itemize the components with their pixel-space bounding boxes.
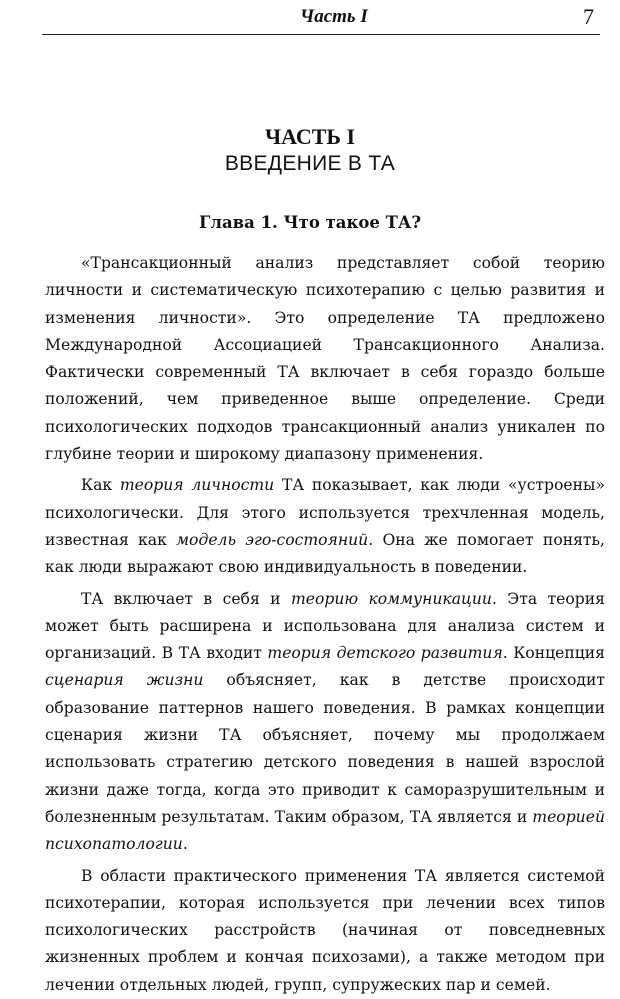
page-number: 7: [583, 4, 594, 29]
paragraph-3: [45, 586, 605, 859]
chapter-title: Глава 1. Что такое ТА?: [198, 213, 422, 232]
term-psychopathology-theory: теорией психопатологии: [45, 807, 605, 854]
paragraph-2-text: ТА показывает, как люди «устроены» психологически. Для этого используется трехчленная модель, известная как: [45, 476, 605, 549]
body-text: [45, 250, 605, 999]
paragraph-2: [45, 472, 605, 581]
paragraph-3-text: . Эта теория может быть расширена и использована для анализа систем и организаций. В ТА входит: [45, 589, 605, 663]
part-title: ЧАСТЬ I: [264, 124, 356, 149]
paragraph-1: «Трансакционный анализ представляет собой теорию личности и систематическую психотерапию с целью развития и изменения личности». Это определение ТА предложено Международной Ассоциацией Трансакционного Анализа. Фактически современный ТА включает в себя гораздо больше положений, чем приведенное выше определение. Среди психологических подходов трансакционный анализ уникален по глубине теории и широкому диапазону применения.: [45, 254, 605, 464]
part-subtitle: ВВЕДЕНИЕ В ТА: [224, 152, 396, 175]
paragraph-3-text: . Концепция: [502, 644, 605, 663]
paragraph-3-text: объясняет, как в детстве происходит образование паттернов нашего поведения. В рамках концепции сценария жизни ТА объясняет, почему мы продолжаем использовать стратегию детского поведения в нашей взрослой жизни даже тогда, когда это приводит к саморазрушительным и болезненным результатам. Таким образом, ТА является и: [45, 671, 605, 826]
paragraph-3-text: ТА включает в себя и: [81, 589, 291, 608]
paragraph-3-text: .: [182, 835, 188, 854]
paragraph-4: В области практического применения ТА является системой психотерапии, которая используется при лечении всех типов психологических расстройств (начиная от повседневных жизненных проблем и кончая психозами), а также методом при лечении отдельных людей, групп, супружеских пар и семей.: [45, 866, 605, 994]
paragraph-2-text: . Она же помогает понять, как люди выражают свою индивидуальность в поведении.: [45, 530, 606, 577]
running-title: Часть I: [300, 6, 368, 27]
term-life-script: сценария жизни: [45, 671, 204, 690]
running-header: [42, 0, 600, 35]
term-child-development-theory: теория детского развития: [267, 644, 503, 663]
paragraph-2-text: Как: [81, 476, 120, 495]
term-personality-theory: теория личности: [119, 476, 275, 495]
term-communication-theory: теорию коммуникации: [290, 589, 492, 608]
term-ego-state-model: модель эго-состояний: [176, 530, 369, 549]
